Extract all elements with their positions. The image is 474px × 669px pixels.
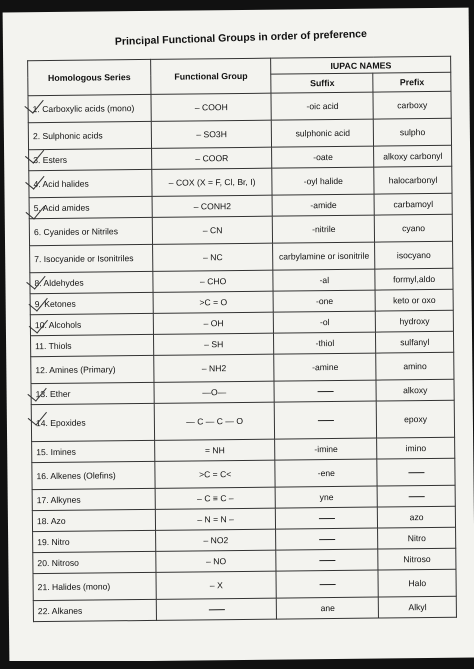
functional-group-cell [153,291,274,313]
suffix-cell [274,353,376,381]
prefix-cell [374,118,452,146]
functional-group-cell [153,333,274,355]
prefix-cell [378,569,456,597]
suffix-cell-text: -oate [313,152,333,163]
prefix-cell [377,437,455,459]
suffix-cell [276,486,378,508]
prefix-cell [378,527,456,549]
prefix-cell-text: alkoxy [403,385,428,396]
functional-group-cell-text: – NO [205,556,227,567]
empty-dash [319,518,335,519]
table-row [33,596,456,621]
series-cell-text: 20. Nitroso [37,557,79,569]
functional-group-cell-text: – SO3H [196,129,227,140]
series-cell-text: 18. Azo [36,515,66,527]
series-cell [30,292,153,314]
series-cell [29,148,152,170]
series-cell [33,572,156,600]
series-cell [31,382,154,404]
functional-group-cell [152,195,273,217]
suffix-cell-text: -ene [317,468,335,479]
series-cell-text: 6. Cyanides or Nitriles [33,226,119,238]
functional-group-cell [151,120,272,148]
suffix-cell [274,332,376,354]
functional-group-cell-text: – X [209,580,223,591]
suffix-cell [272,167,374,195]
table-row [31,400,454,441]
functional-group-cell [156,571,277,599]
series-cell-text: 15. Imines [36,446,76,458]
functional-group-cell [152,243,273,271]
series-cell [33,551,156,573]
prefix-cell-text: imino [405,443,427,454]
functional-group-cell [153,312,274,334]
suffix-cell [277,597,379,619]
suffix-cell [272,119,374,147]
series-cell [31,355,154,383]
suffix-cell [275,438,377,460]
empty-dash [317,391,333,392]
scan-border [0,661,474,669]
series-cell-text: 3. Esters [33,154,68,166]
functional-group-cell-text: >C = O [199,297,228,308]
functional-group-cell-text: – CONH2 [193,201,232,212]
functional-group-cell-text: – NO2 [203,535,229,546]
functional-group-cell-text: – COOH [194,102,228,113]
document-page [3,8,474,663]
prefix-cell [377,458,455,486]
table-body [28,91,456,621]
prefix-cell-text: isocyano [396,249,431,261]
suffix-cell-text: -ol [319,317,330,328]
prefix-cell [374,193,452,215]
series-cell [30,271,153,293]
prefix-cell [375,268,453,290]
prefix-cell-text: formyl,aldo [393,273,436,285]
prefix-cell [373,91,451,119]
empty-dash [319,560,335,561]
prefix-cell [377,485,455,507]
prefix-cell-text: carbamoyl [393,198,434,210]
series-cell [29,169,152,197]
suffix-cell-text: ane [320,603,335,614]
prefix-cell-text: Alkyl [408,602,427,613]
functional-group-cell [155,529,276,551]
header-functional-group: Functional Group [151,58,272,94]
functional-group-cell [154,402,275,440]
series-cell [28,121,151,149]
prefix-cell [375,289,453,311]
suffix-cell-text: -imine [314,443,338,455]
suffix-cell [272,194,374,216]
suffix-cell [276,570,378,598]
functional-group-cell [156,598,277,620]
suffix-cell [276,507,378,529]
prefix-cell [376,352,454,380]
prefix-cell [374,166,452,194]
series-cell-text: 5. Acid amides [33,202,90,214]
functional-group-cell [156,550,277,572]
suffix-cell [274,311,376,333]
suffix-cell-text: -oyl halide [303,175,343,187]
empty-dash [320,584,336,585]
header-suffix: Suffix [271,73,373,93]
suffix-cell-text: -amine [312,361,339,373]
suffix-cell-text: -nitrile [312,223,336,235]
prefix-cell [375,241,453,269]
suffix-cell-text: yne [319,492,334,503]
series-cell-text: 2. Sulphonic acids [32,130,103,142]
series-cell [30,313,153,335]
functional-group-cell-text: – OH [203,318,224,329]
series-cell [29,196,152,218]
suffix-cell [276,549,378,571]
suffix-cell [276,528,378,550]
series-cell [32,440,155,462]
prefix-cell [378,506,456,528]
functional-groups-table [27,56,457,622]
series-cell [28,94,151,122]
prefix-cell [378,548,456,570]
prefix-cell-text: carboxy [397,100,428,111]
prefix-cell [379,596,457,618]
suffix-cell-text: carbylamine or isonitrile [278,250,370,262]
suffix-cell [273,242,375,270]
series-cell-text: 10. Alcohols [34,319,82,331]
functional-group-cell-text: – COOR [195,153,229,164]
functional-group-cell [151,93,272,121]
page-title: Principal Functional Groups in order of preference [114,28,368,48]
series-cell-text: 17. Alkynes [36,494,81,506]
series-cell-text: 7. Isocyanide or Isonitriles [34,253,134,265]
series-cell-text: 12. Amines (Primary) [35,364,116,376]
suffix-cell [275,459,377,487]
prefix-cell-text: alkoxy carbonyl [383,150,443,162]
prefix-cell [376,331,454,353]
prefix-cell-text: keto or oxo [392,294,436,306]
prefix-cell-text: amino [403,361,427,372]
empty-dash [209,609,225,610]
suffix-cell-text: -one [315,296,334,307]
empty-dash [408,472,424,473]
suffix-cell [272,146,374,168]
series-cell [32,461,155,489]
series-cell-text: 21. Halides (mono) [37,581,111,593]
suffix-cell [273,269,375,291]
prefix-cell-text: Nitro [407,533,426,544]
header-homologous-series: Homologous Series [28,59,151,95]
functional-group-cell-text: = NH [204,445,225,456]
header-iupac-names: IUPAC NAMES [271,56,451,74]
functional-group-cell [152,216,273,244]
suffix-cell-text: sulphonic acid [295,127,351,139]
suffix-cell-text: -oic acid [306,100,339,112]
functional-group-cell [152,168,273,196]
suffix-cell [275,401,377,439]
functional-group-cell [153,270,274,292]
series-cell-text: 9. Ketones [34,298,76,310]
prefix-cell [377,400,455,438]
series-cell-text: 8. Aldehydes [34,277,84,289]
functional-group-cell [155,460,276,488]
prefix-cell-text: halocarbonyl [388,174,438,186]
functional-group-cell-text: – SH [204,339,224,350]
empty-dash [319,539,335,540]
functional-group-cell-text: – CN [202,225,223,236]
prefix-cell-text: sulpho [399,127,426,138]
series-cell-text: 13. Ether [35,388,71,400]
prefix-cell [374,145,452,167]
suffix-cell-text: -al [319,275,330,286]
series-cell [33,599,156,621]
prefix-cell-text: azo [409,512,424,523]
functional-group-cell-text: – N = N – [197,514,234,525]
header-prefix: Prefix [373,73,451,92]
suffix-cell [273,290,375,312]
series-cell-text: 22. Alkanes [37,605,83,617]
series-cell [31,403,154,441]
functional-group-cell [154,381,275,403]
prefix-cell [376,310,454,332]
functional-group-cell-text: – COX (X = F, Cl, Br, I) [168,176,256,188]
functional-group-cell [155,508,276,530]
series-cell-text: 14. Epoxides [35,417,86,429]
prefix-cell-text: cyano [402,223,426,234]
functional-group-cell [155,487,276,509]
series-cell-text: 16. Alkenes (Olefins) [36,470,116,482]
suffix-cell-text: -thiol [315,338,335,349]
prefix-cell-text: Halo [408,578,427,589]
series-cell [30,244,153,272]
functional-group-cell [155,439,276,461]
series-cell [30,334,153,356]
series-cell [32,488,155,510]
series-cell-text: 1. Carboxylic acids (mono) [32,103,135,115]
series-cell-text: 19. Nitro [37,536,70,548]
series-cell [33,530,156,552]
functional-group-cell-text: – CHO [199,276,227,287]
empty-dash [408,496,424,497]
functional-group-cell [154,354,275,382]
series-cell [32,509,155,531]
series-cell-text: 11. Thiols [35,340,72,352]
functional-group-cell-text: – C ≡ C – [197,493,234,504]
functional-group-cell-text: —O— [202,387,227,398]
prefix-cell-text: sulfanyl [400,337,430,348]
prefix-cell-text: Nitroso [403,554,431,565]
prefix-cell-text: epoxy [404,414,428,425]
series-cell-text: 4. Acid halides [33,178,89,190]
functional-group-cell-text: >C = C< [198,469,232,480]
prefix-cell [375,214,453,242]
prefix-cell-text: hydroxy [399,316,430,327]
suffix-cell [271,92,373,120]
empty-dash [318,420,334,421]
functional-group-cell [151,147,272,169]
suffix-cell [274,380,376,402]
suffix-cell-text: -amide [310,199,337,211]
series-cell [29,217,152,245]
suffix-cell [273,215,375,243]
functional-group-cell-text: – NC [203,252,223,263]
functional-group-cell-text: — C — C — O [186,415,244,427]
prefix-cell [376,379,454,401]
functional-group-cell-text: – NH2 [201,363,227,374]
